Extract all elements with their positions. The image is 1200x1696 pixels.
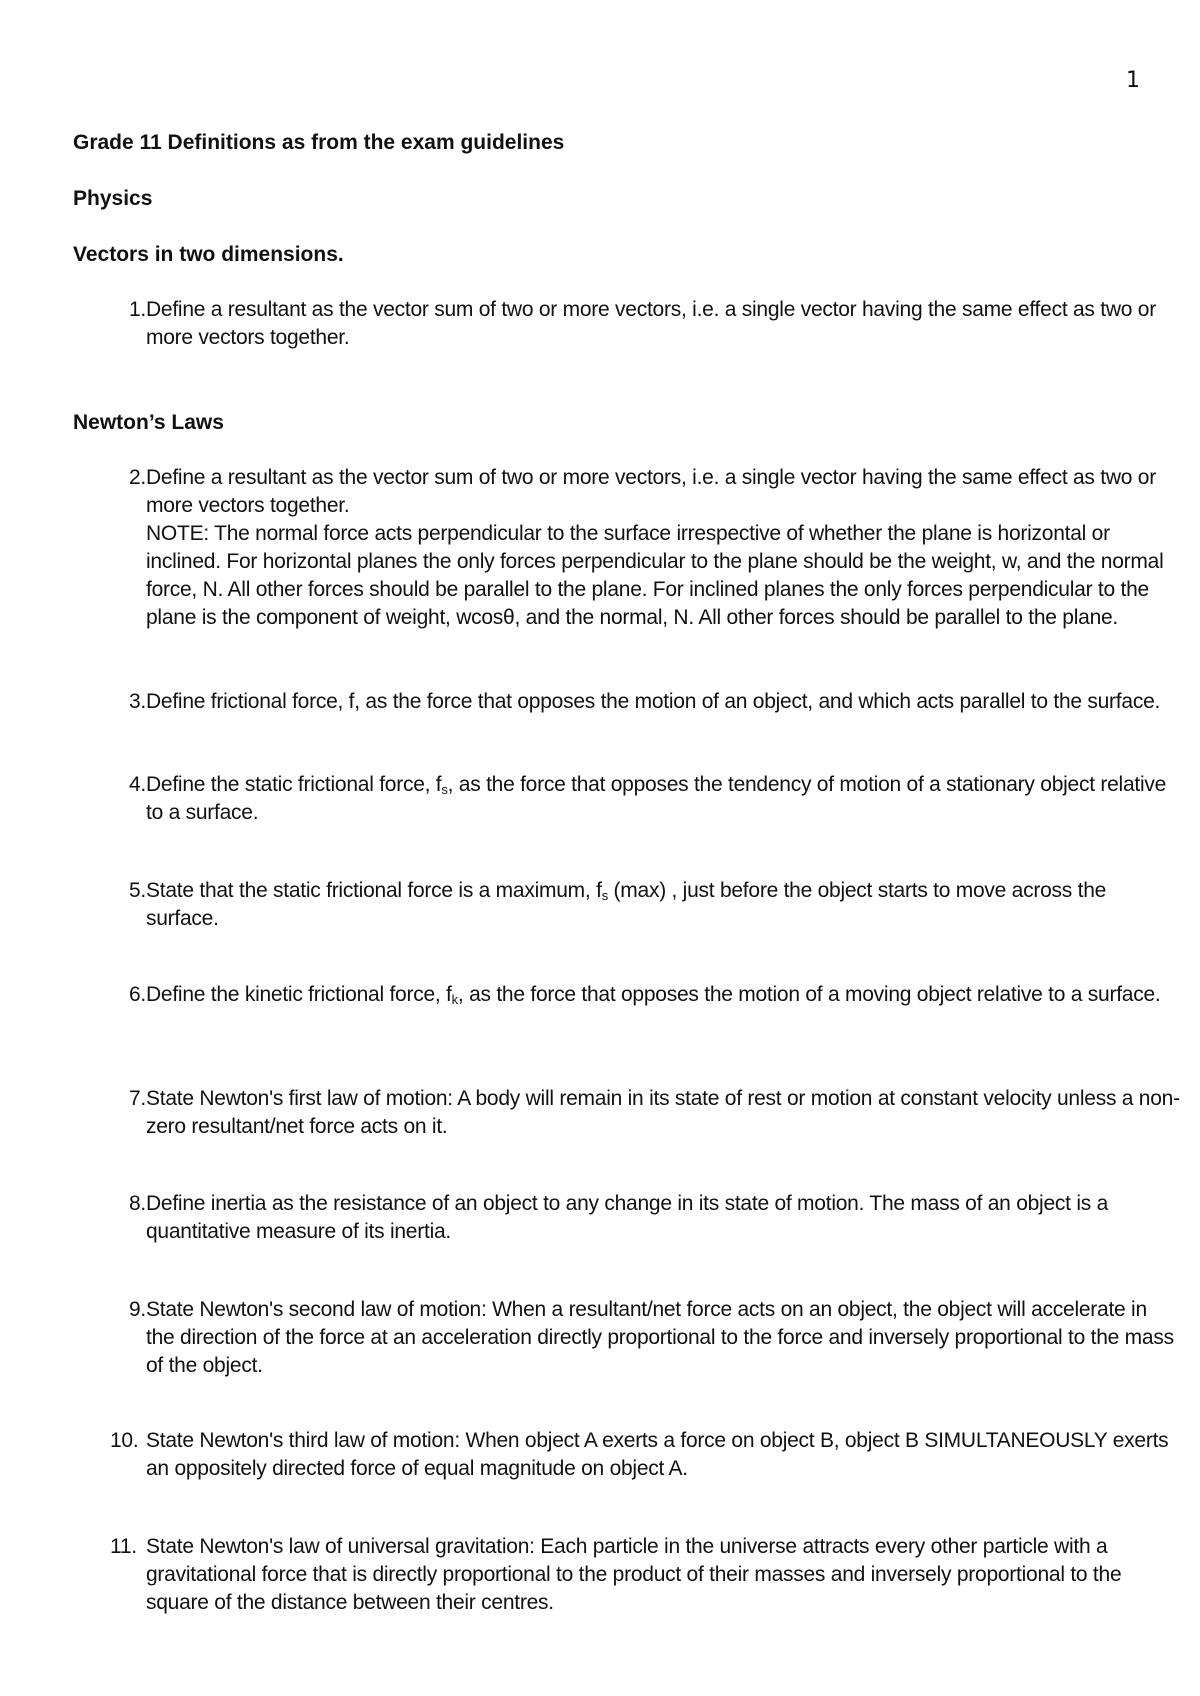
item-text: Define a resultant as the vector sum of two or more vectors, i.e. a single vector having the same effect as two or more vectors together. <box>146 466 1156 517</box>
item-number: 8. <box>128 1192 146 1215</box>
item-note: NOTE: The normal force acts perpendicular to the surface irrespective of whether the plane is horizontal or inclined. For horizontal planes the only forces perpendicular to the plane should be the weight, w, and the normal force, N. All other forces should be parallel to the plane. For inclined planes the only forces perpendicular to the plane is the component of weight, wcosθ, and the normal, N. All other forces should be parallel to the plane. <box>146 522 1164 629</box>
item-number: 7. <box>128 1087 146 1110</box>
item-text: State Newton's third law of motion: When object A exerts a force on object B, object B SIMULTANEOUSLY exerts an oppositely directed force of equal magnitude on object A. <box>146 1429 1169 1480</box>
section-heading-vectors: Vectors in two dimensions. <box>73 243 344 266</box>
item-text: State Newton's law of universal gravitation: Each particle in the universe attracts every other particle with a gravitational force that is directly proportional to the product of their masses and inversely proportional to the square of the distance between their centres. <box>146 1535 1122 1614</box>
list-item <box>100 771 1180 827</box>
subscript-s: s <box>601 888 608 903</box>
list-item <box>100 688 1180 716</box>
item-text: Define inertia as the resistance of an object to any change in its state of motion. The mass of an object is a quantitative measure of its inertia. <box>146 1192 1109 1243</box>
item-text: State Newton's second law of motion: When a resultant/net force acts on an object, the object will accelerate in the direction of the force at an acceleration directly proportional to the force and inversely proportional to the mass of the object. <box>146 1298 1174 1377</box>
item-number: 10. <box>110 1429 139 1452</box>
list-item <box>100 1085 1180 1141</box>
item-text: Define a resultant as the vector sum of two or more vectors, i.e. a single vector having the same effect as two or more vectors together. <box>146 298 1156 349</box>
list-item <box>100 1533 1180 1617</box>
item-number: 3. <box>128 690 146 713</box>
list-item <box>100 296 1180 352</box>
list-item <box>100 1296 1180 1380</box>
item-number: 2. <box>128 466 146 489</box>
list-item <box>100 1190 1180 1246</box>
section-heading-newtons-laws: Newton’s Laws <box>73 411 224 434</box>
item-number: 1. <box>128 298 146 321</box>
list-item <box>100 464 1180 632</box>
subscript-k: k <box>451 992 458 1007</box>
list-item <box>100 981 1180 1009</box>
item-number: 9. <box>128 1298 146 1321</box>
list-item <box>100 1427 1180 1483</box>
list-item <box>100 877 1180 933</box>
item-text: State Newton's first law of motion: A body will remain in its state of rest or motion at constant velocity unless a non-zero resultant/net force acts on it. <box>146 1087 1180 1138</box>
subscript-s: s <box>441 782 448 797</box>
item-text: State that the static frictional force is a maximum, $f_s$ (max) , just before the object starts to move across the surface. <box>146 879 1107 930</box>
item-number: 6. <box>128 983 146 1006</box>
subject-heading: Physics <box>73 187 153 210</box>
item-number: 5. <box>128 879 146 902</box>
item-number: 11. <box>110 1535 137 1558</box>
item-text: Define the kinetic frictional force, $f_k$, as the force that opposes the motion of a moving object relative to a surface. <box>146 983 1161 1007</box>
item-number: 4. <box>128 773 146 796</box>
item-text: Define the static frictional force, $f_s$, as the force that opposes the tendency of motion of a stationary object relative to a surface. <box>146 773 1167 824</box>
document-title: Grade 11 Definitions as from the exam guidelines <box>73 131 565 154</box>
item-text: Define frictional force, f, as the force that opposes the motion of an object, and which acts parallel to the surface. <box>146 690 1161 713</box>
page-number: 1 <box>1126 68 1140 93</box>
